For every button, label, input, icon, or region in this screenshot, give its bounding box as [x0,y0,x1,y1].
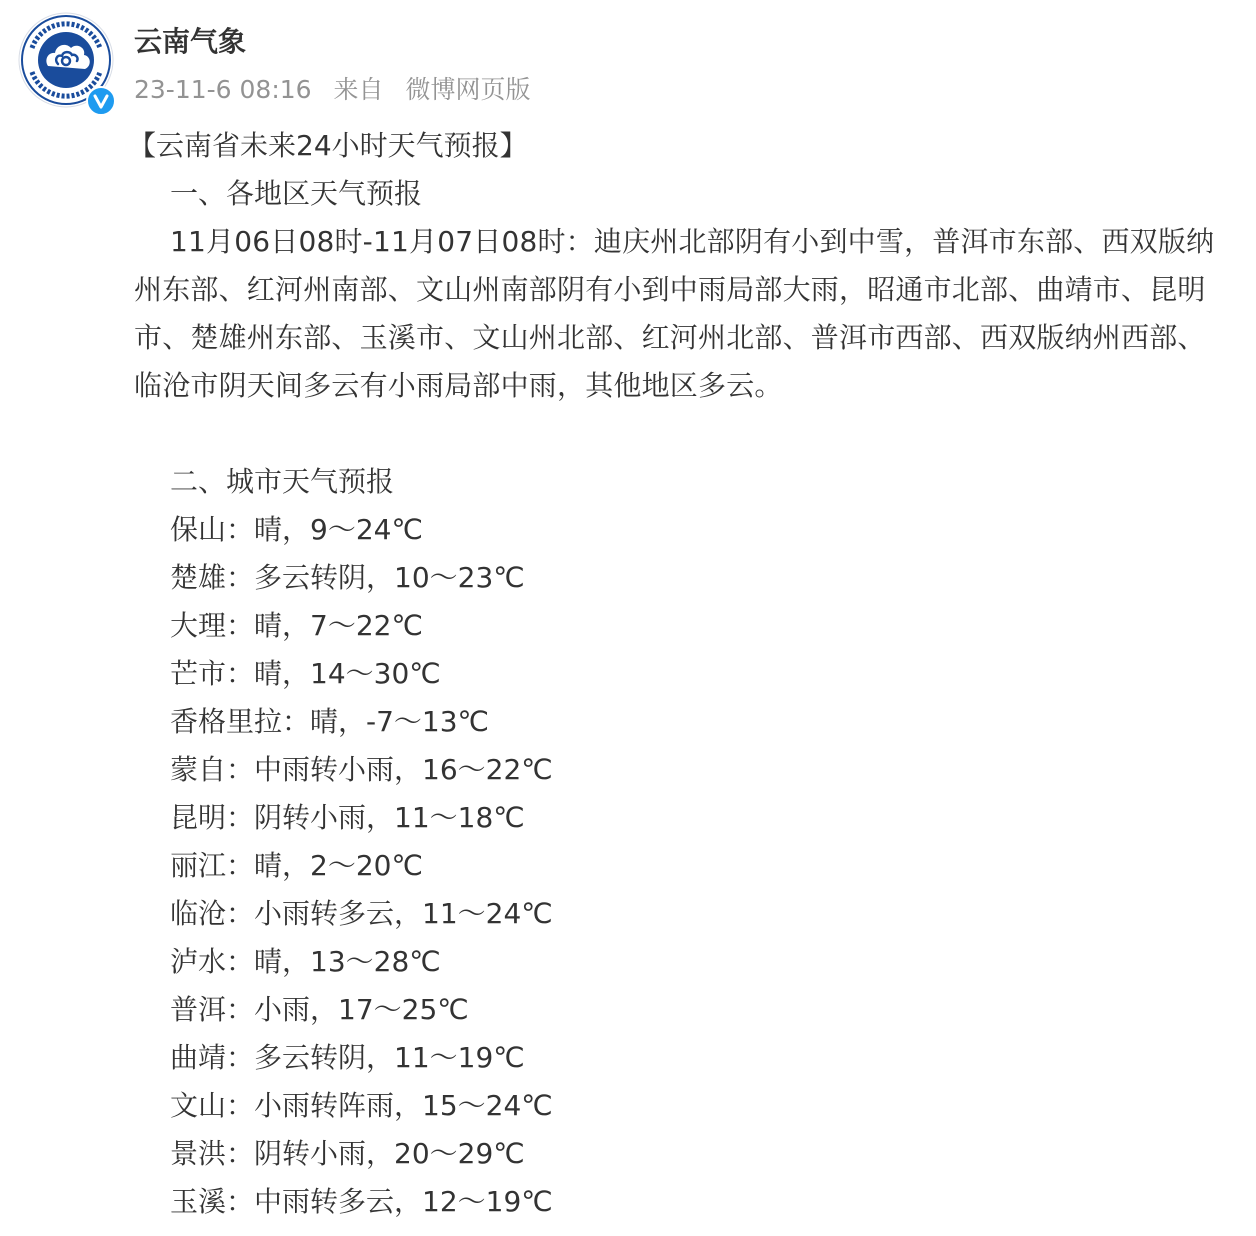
list-item: 芒市：晴，14～30℃ [170,657,441,690]
blank-line [134,410,1224,458]
source-link[interactable]: 微博网页版 [405,75,531,104]
city-forecast-list [134,506,1224,1226]
list-item: 大理：晴，7～22℃ [170,609,423,642]
user-name[interactable]: 云南气象 [134,25,247,58]
list-item: 曲靖：多云转阴，11～19℃ [170,1041,525,1074]
list-item: 临沧：小雨转多云，11～24℃ [170,897,553,930]
post-title: 【云南省未来24小时天气预报】 [128,129,528,162]
regional-forecast-text: 11月06日08时-11月07日08时：迪庆州北部阴有小到中雪，普洱市东部、西双版纳州东部、红河州南部、文山州南部阴有小到中雨局部大雨，昭通市北部、曲靖市、昆明市、楚雄州东部、玉溪市、文山州北部、红河州北部、普洱市西部、西双版纳州西部、临沧市阴天间多云有小雨局部中雨，其他地区多云。 [134,225,1215,402]
list-item: 蒙自：中雨转小雨，16～22℃ [170,753,553,786]
list-item: 丽江：晴，2～20℃ [170,849,423,882]
list-item: 楚雄：多云转阴，10～23℃ [170,561,525,594]
post-time[interactable]: 23-11-6 08:16 [134,75,312,104]
list-item: 保山：晴，9～24℃ [170,513,423,546]
source-prefix: 来自 [333,75,384,104]
section-heading-cities: 二、城市天气预报 [170,465,395,498]
post-content [128,122,1224,1226]
verified-badge-icon [86,86,116,116]
list-item: 普洱：小雨，17～25℃ [170,993,469,1026]
list-item: 文山：小雨转阵雨，15～24℃ [170,1089,553,1122]
list-item: 香格里拉：晴，-7～13℃ [170,705,489,738]
avatar[interactable] [18,12,114,108]
list-item: 昆明：阴转小雨，11～18℃ [170,801,525,834]
list-item: 玉溪：中雨转多云，12～19℃ [170,1185,553,1218]
post-meta [134,72,531,108]
section-heading-regional: 一、各地区天气预报 [170,177,423,210]
list-item: 景洪：阴转小雨，20～29℃ [170,1137,525,1170]
list-item: 泸水：晴，13～28℃ [170,945,441,978]
